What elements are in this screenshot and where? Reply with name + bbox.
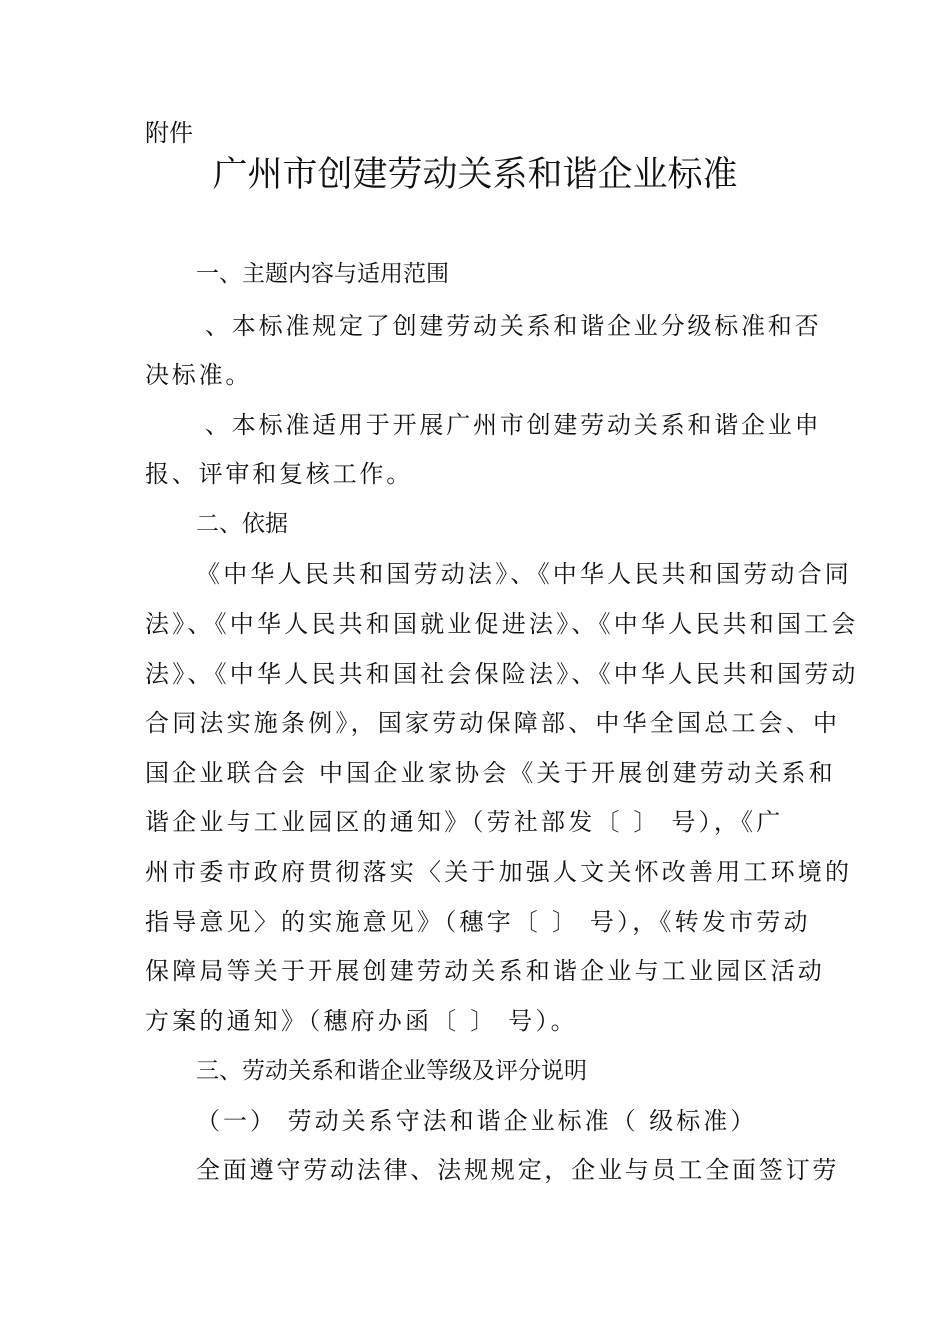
- paragraph-line: 州市委市政府贯彻落实〈关于加强人文关怀改善用工环境的: [145, 858, 853, 886]
- paragraph-line: 报、评审和复核工作。: [145, 460, 413, 488]
- paragraph-line: 、本标准规定了创建劳动关系和谐企业分级标准和否: [205, 312, 822, 340]
- paragraph-line: 法》、《中华人民共和国社会保险法》、《中华人民共和国劳动: [145, 660, 859, 688]
- attachment-label: 附件: [145, 119, 193, 147]
- section-heading-2: 二、依据: [196, 511, 288, 537]
- paragraph-line: 国企业联合会 中国企业家协会《关于开展创建劳动关系和: [145, 759, 836, 787]
- paragraph-line: 决标准。: [145, 361, 253, 389]
- subsection-heading: （一） 劳动关系守法和谐企业标准（ 级标准）: [196, 1107, 758, 1135]
- paragraph-line: 、本标准适用于开展广州市创建劳动关系和谐企业申: [205, 411, 822, 439]
- paragraph-line: 谐企业与工业园区的通知》（劳社部发〔 〕 号），《广: [145, 808, 784, 836]
- document-title: 广州市创建劳动关系和谐企业标准: [212, 155, 738, 195]
- paragraph-line: 指导意见〉的实施意见》（穗字〔 〕 号），《转发市劳动: [145, 908, 811, 936]
- section-heading-1: 一、主题内容与适用范围: [196, 261, 449, 287]
- paragraph-line: 方案的通知》（穗府办函〔 〕 号）。: [145, 1007, 578, 1035]
- paragraph-line: 法》、《中华人民共和国就业促进法》、《中华人民共和国工会: [145, 610, 859, 638]
- section-heading-3: 三、劳动关系和谐企业等级及评分说明: [196, 1058, 587, 1084]
- paragraph-line: 合同法实施条例》，国家劳动保障部、中华全国总工会、中: [145, 709, 841, 737]
- paragraph-line: 保障局等关于开展创建劳动关系和谐企业与工业园区活动: [145, 957, 825, 985]
- paragraph-line: 全面遵守劳动法律、法规规定，企业与员工全面签订劳: [196, 1156, 840, 1184]
- paragraph-line: 《中华人民共和国劳动法》、《中华人民共和国劳动合同: [196, 560, 852, 588]
